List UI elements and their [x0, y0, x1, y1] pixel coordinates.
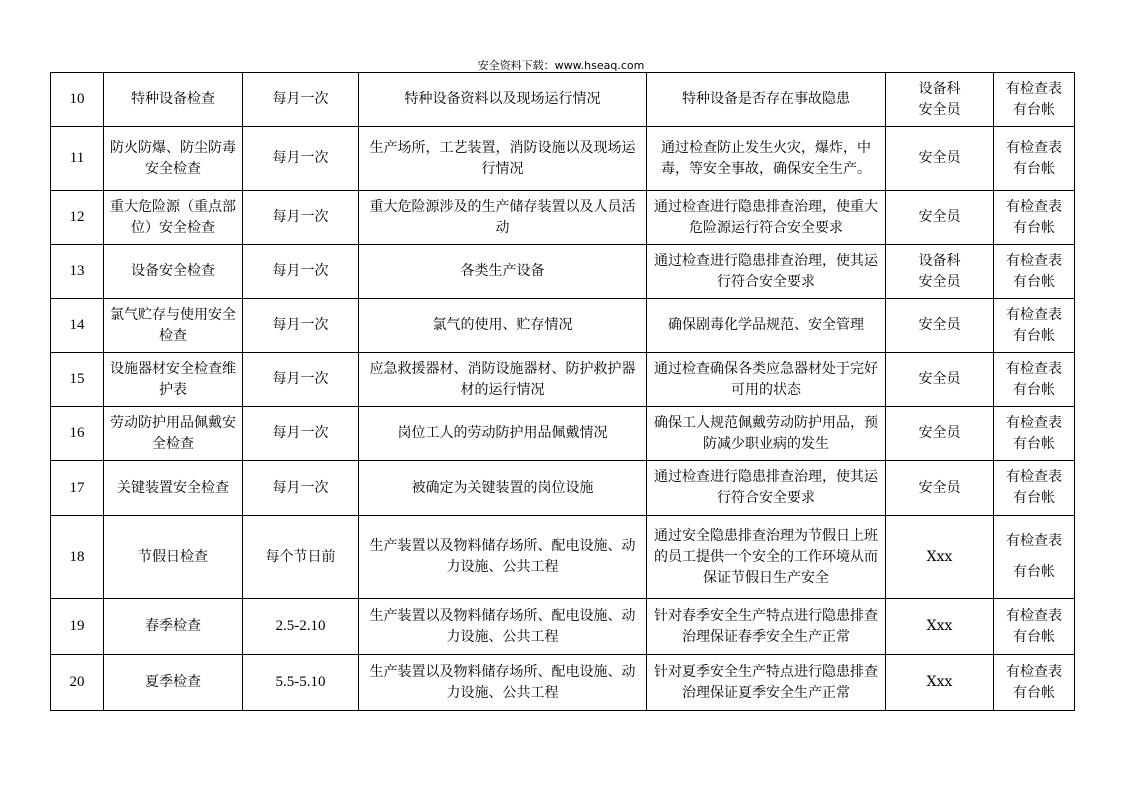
- inspection-purpose: 通过检查进行隐患排查治理，使其运行符合安全要求: [647, 461, 886, 516]
- responsible-person: Xxx: [886, 516, 994, 599]
- inspection-purpose: 通过检查确保各类应急器材处于完好可用的状态: [647, 353, 886, 407]
- inspection-frequency: 每月一次: [243, 73, 359, 127]
- table-row: [51, 127, 1075, 191]
- inspection-scope: 生产场所，工艺装置，消防设施以及现场运行情况: [359, 127, 647, 191]
- inspection-frequency: 每月一次: [243, 407, 359, 461]
- responsible-person: 安全员: [886, 191, 994, 245]
- inspection-frequency: 每个节日前: [243, 516, 359, 599]
- inspection-frequency: 每月一次: [243, 353, 359, 407]
- inspection-scope: 特种设备资料以及现场运行情况: [359, 73, 647, 127]
- table-row: [51, 191, 1075, 245]
- inspection-item: 春季检查: [104, 599, 243, 655]
- row-number: 15: [51, 353, 104, 407]
- row-number: 13: [51, 245, 104, 299]
- responsible-person: 安全员: [886, 299, 994, 353]
- inspection-item: 关键装置安全检查: [104, 461, 243, 516]
- inspection-item: 设施器材安全检查维护表: [104, 353, 243, 407]
- inspection-frequency: 每月一次: [243, 299, 359, 353]
- inspection-item: 重大危险源（重点部位）安全检查: [104, 191, 243, 245]
- record-type: 有检查表 有台帐: [994, 191, 1075, 245]
- inspection-purpose: 确保工人规范佩戴劳动防护用品，预防减少职业病的发生: [647, 407, 886, 461]
- inspection-frequency: 每月一次: [243, 461, 359, 516]
- record-type: 有检查表 有台帐: [994, 127, 1075, 191]
- inspection-item: 设备安全检查: [104, 245, 243, 299]
- inspection-item: 夏季检查: [104, 655, 243, 711]
- inspection-item: 特种设备检查: [104, 73, 243, 127]
- responsible-person: 设备科 安全员: [886, 245, 994, 299]
- inspection-frequency: 每月一次: [243, 245, 359, 299]
- table-row: [51, 299, 1075, 353]
- record-type: 有检查表 有台帐: [994, 407, 1075, 461]
- inspection-scope: 各类生产设备: [359, 245, 647, 299]
- inspection-scope: 生产装置以及物料储存场所、配电设施、动力设施、公共工程: [359, 516, 647, 599]
- table-row: [51, 599, 1075, 655]
- row-number: 16: [51, 407, 104, 461]
- inspection-scope: 生产装置以及物料储存场所、配电设施、动力设施、公共工程: [359, 655, 647, 711]
- row-number: 17: [51, 461, 104, 516]
- inspection-purpose: 针对夏季安全生产特点进行隐患排查治理保证夏季安全生产正常: [647, 655, 886, 711]
- inspection-frequency: 每月一次: [243, 191, 359, 245]
- inspection-scope: 氯气的使用、贮存情况: [359, 299, 647, 353]
- record-type: 有检查表 有台帐: [994, 73, 1075, 127]
- page-header-source: 安全资料下载：www.hseaq.com: [477, 59, 645, 72]
- row-number: 19: [51, 599, 104, 655]
- row-number: 18: [51, 516, 104, 599]
- table-row: [51, 245, 1075, 299]
- inspection-scope: 应急救援器材、消防设施器材、防护救护器材的运行情况: [359, 353, 647, 407]
- inspection-item: 劳动防护用品佩戴安全检查: [104, 407, 243, 461]
- table-row: [51, 407, 1075, 461]
- record-type: 有检查表 有台帐: [994, 516, 1075, 599]
- inspection-purpose: 通过检查进行隐患排查治理，使其运行符合安全要求: [647, 245, 886, 299]
- table-row: [51, 353, 1075, 407]
- responsible-person: 安全员: [886, 127, 994, 191]
- inspection-purpose: 通过检查进行隐患排查治理，使重大危险源运行符合安全要求: [647, 191, 886, 245]
- inspection-frequency: 每月一次: [243, 127, 359, 191]
- table-row: [51, 655, 1075, 711]
- responsible-person: 安全员: [886, 353, 994, 407]
- inspection-scope: 重大危险源涉及的生产储存装置以及人员活动: [359, 191, 647, 245]
- table-row: [51, 73, 1075, 127]
- inspection-frequency: 5.5-5.10: [243, 655, 359, 711]
- record-type: 有检查表 有台帐: [994, 245, 1075, 299]
- inspection-scope: 被确定为关键装置的岗位设施: [359, 461, 647, 516]
- responsible-person: 安全员: [886, 407, 994, 461]
- row-number: 10: [51, 73, 104, 127]
- responsible-person: 设备科 安全员: [886, 73, 994, 127]
- inspection-item: 防火防爆、防尘防毒安全检查: [104, 127, 243, 191]
- row-number: 20: [51, 655, 104, 711]
- inspection-purpose: 通过安全隐患排查治理为节假日上班的员工提供一个安全的工作环境从而保证节假日生产安全: [647, 516, 886, 599]
- inspection-frequency: 2.5-2.10: [243, 599, 359, 655]
- record-type: 有检查表 有台帐: [994, 461, 1075, 516]
- row-number: 11: [51, 127, 104, 191]
- row-number: 14: [51, 299, 104, 353]
- inspection-scope: 生产装置以及物料储存场所、配电设施、动力设施、公共工程: [359, 599, 647, 655]
- inspection-purpose: 确保剧毒化学品规范、安全管理: [647, 299, 886, 353]
- table-row: [51, 516, 1075, 599]
- inspection-item: 氯气贮存与使用安全检查: [104, 299, 243, 353]
- inspection-scope: 岗位工人的劳动防护用品佩戴情况: [359, 407, 647, 461]
- responsible-person: 安全员: [886, 461, 994, 516]
- responsible-person: Xxx: [886, 655, 994, 711]
- record-type: 有检查表 有台帐: [994, 599, 1075, 655]
- record-type: 有检查表 有台帐: [994, 299, 1075, 353]
- table-row: [51, 461, 1075, 516]
- inspection-purpose: 通过检查防止发生火灾，爆炸，中毒，等安全事故，确保安全生产。: [647, 127, 886, 191]
- inspection-purpose: 特种设备是否存在事故隐患: [647, 73, 886, 127]
- inspection-item: 节假日检查: [104, 516, 243, 599]
- inspection-schedule-table: [50, 72, 1075, 711]
- record-type: 有检查表 有台帐: [994, 353, 1075, 407]
- inspection-purpose: 针对春季安全生产特点进行隐患排查治理保证春季安全生产正常: [647, 599, 886, 655]
- row-number: 12: [51, 191, 104, 245]
- record-type: 有检查表 有台帐: [994, 655, 1075, 711]
- responsible-person: Xxx: [886, 599, 994, 655]
